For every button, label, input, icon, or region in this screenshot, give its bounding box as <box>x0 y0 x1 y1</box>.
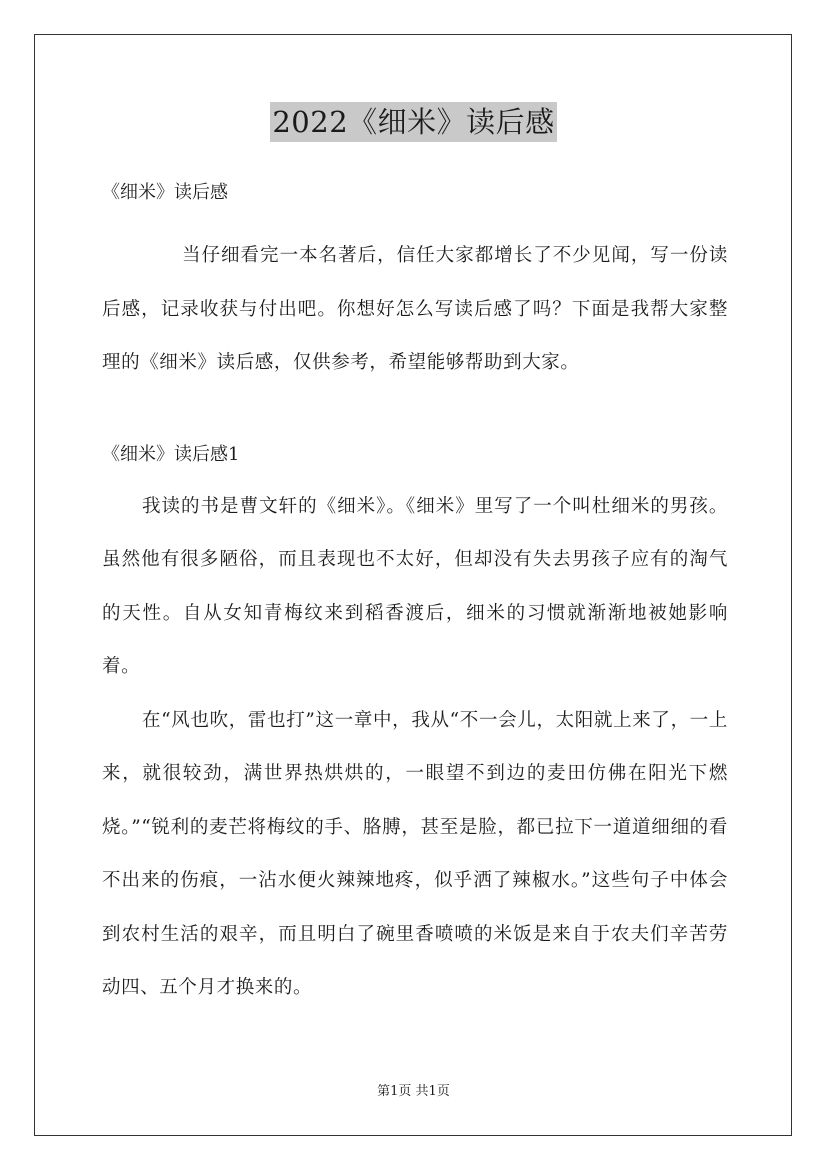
intro-paragraph: 当仔细看完一本名著后，信任大家都增长了不少见闻，写一份读后感，记录收获与付出吧。你想好怎么写读后感了吗？下面是我帮大家整理的《细米》读后感，仅供参考，希望能够帮助到大家。 <box>102 245 728 373</box>
document-subtitle: 《细米》读后感 <box>102 182 228 203</box>
body-paragraph: 在“风也吹，雷也打”这一章中，我从“不一会儿，太阳就上来了，一上来，就很较劲，满世界热烘烘的，一眼望不到边的麦田仿佛在阳光下燃烧。”“锐利的麦芒将梅纹的手、胳膊，甚至是脸，都已拉下一道道细细的看不出来的伤痕，一沾水便火辣辣地疼，似乎洒了辣椒水。”这些句子中体会到农村生活的艰辛，而且明白了碗里香喷喷的米饭是来自于农夫们辛苦劳动四、五个月才换来的。 <box>102 709 728 998</box>
body-paragraph: 我读的书是曹文轩的《细米》。《细米》里写了一个叫杜细米的男孩。虽然他有很多陋俗，而且表现也不太好，但却没有失去男孩子应有的淘气的天性。自从女知青梅纹来到稻香渡后，细米的习惯就渐渐地被她影响着。 <box>102 495 728 677</box>
page-footer: 第1页 共1页 <box>377 1084 450 1099</box>
document-title: 2022《细米》读后感 <box>270 102 556 142</box>
title-container <box>0 102 827 142</box>
section-heading: 《细米》读后感1 <box>102 443 240 465</box>
document-body <box>102 175 728 1015</box>
